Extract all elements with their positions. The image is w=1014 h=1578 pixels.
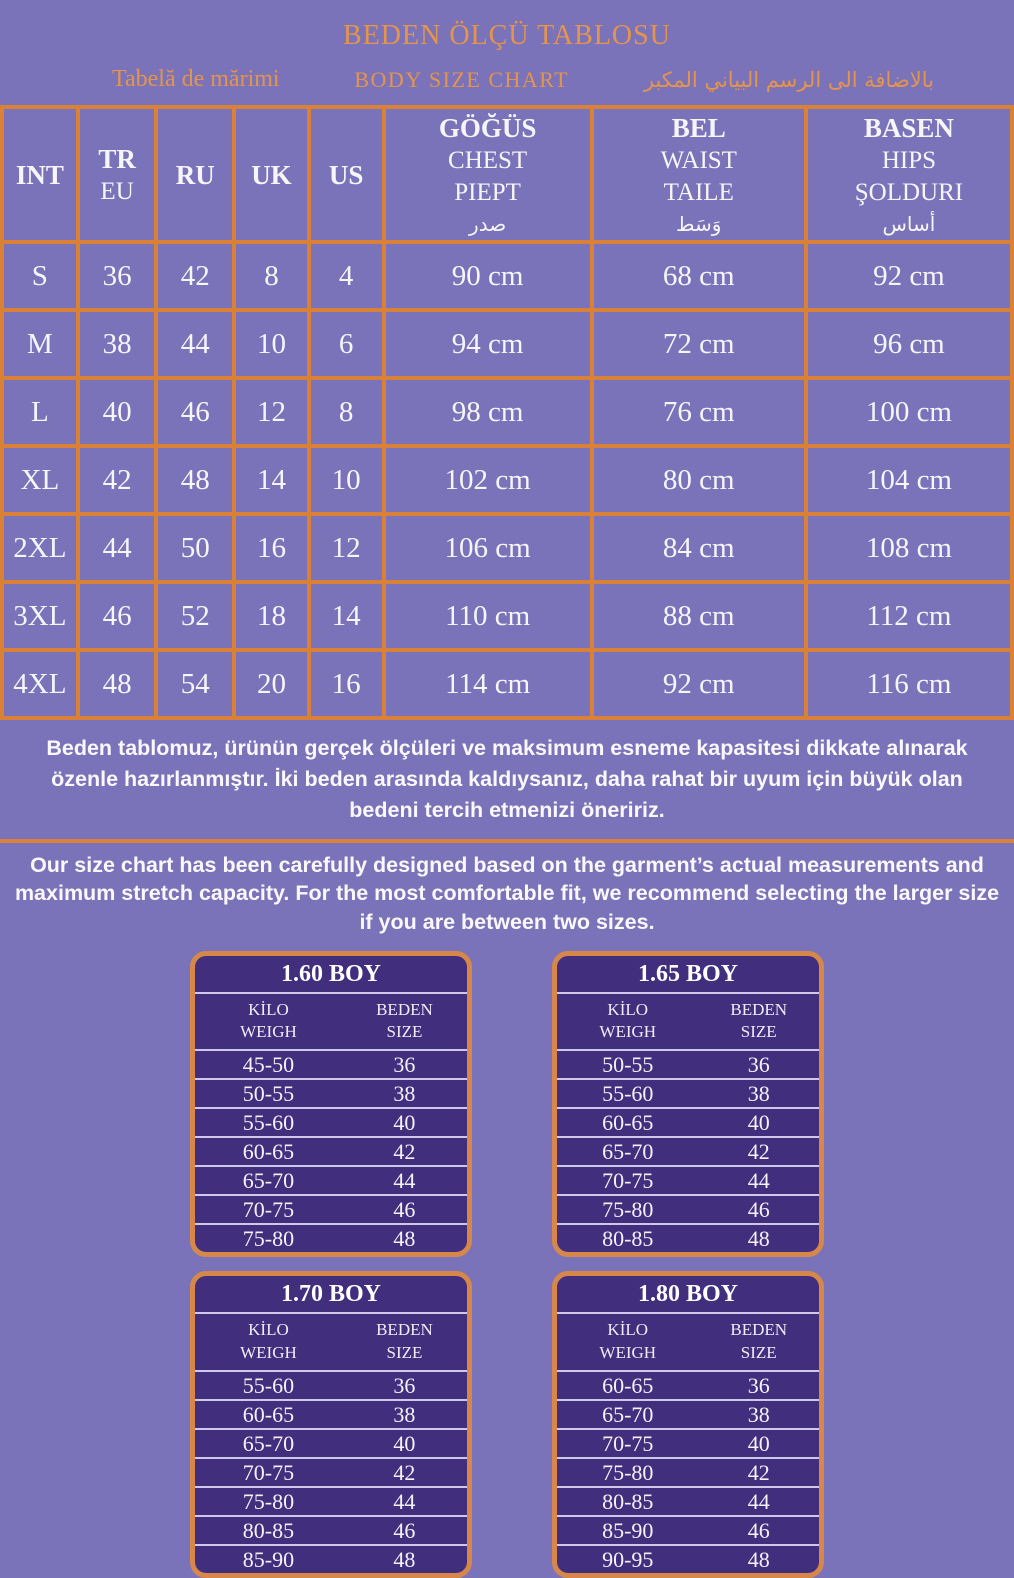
measurement-cell: 104 cm [806, 446, 1012, 514]
beden-size-cell: 38 [747, 1401, 770, 1427]
size-label-cell: L [2, 378, 78, 446]
measurement-cell: 92 cm [592, 650, 806, 718]
measurement-cell: 40 [78, 378, 157, 446]
height-table-header-cell: BEDEN SIZE [730, 1320, 788, 1362]
measurement-cell: 96 cm [806, 310, 1012, 378]
weight-range-cell: 70-75 [242, 1197, 295, 1223]
beden-size-cell: 48 [393, 1546, 416, 1572]
measurement-cell: 100 cm [806, 378, 1012, 446]
column-header-line: GÖĞÜS [438, 112, 537, 143]
weight-range-cell: 75-80 [242, 1488, 295, 1514]
weight-range-cell: 65-70 [242, 1430, 295, 1456]
height-table-row [195, 1486, 467, 1515]
height-table-header-cell: BEDEN SIZE [376, 1000, 433, 1042]
size-label-cell: 2XL [2, 514, 78, 582]
column-header-cell [309, 107, 384, 242]
weight-range-cell: 85-90 [242, 1546, 295, 1572]
page-title: BEDEN ÖLÇÜ TABLOSU [343, 20, 671, 51]
beden-size-cell: 48 [393, 1226, 416, 1252]
beden-size-cell: 38 [393, 1081, 416, 1107]
height-table-header-cell: KİLO WEIGH [599, 1320, 657, 1362]
height-table-row [195, 1049, 467, 1078]
measurement-cell: 50 [156, 514, 234, 582]
measurement-cell: 20 [234, 650, 309, 718]
measurement-cell: 68 cm [592, 242, 806, 310]
weight-range-cell: 55-60 [242, 1372, 295, 1398]
size-row [2, 242, 1012, 310]
column-header-line: UK [251, 159, 292, 190]
weight-range-cell: 85-90 [602, 1517, 654, 1543]
size-label-cell: 3XL [2, 582, 78, 650]
weight-range-cell: 60-65 [242, 1401, 295, 1427]
height-table-row [557, 1107, 819, 1136]
beden-size-cell: 40 [393, 1430, 416, 1456]
height-table-row [195, 1136, 467, 1165]
column-header-line: RU [175, 159, 215, 190]
size-row [2, 310, 1012, 378]
measurement-cell: 12 [234, 378, 309, 446]
header-row [2, 107, 1012, 242]
height-table-row [195, 1165, 467, 1194]
measurement-cell: 76 cm [592, 378, 806, 446]
beden-size-cell: 46 [393, 1517, 416, 1543]
height-table-row [195, 1223, 467, 1252]
height-table-row [195, 1107, 467, 1136]
beden-size-cell: 48 [747, 1546, 770, 1572]
column-header-line: BASEN [863, 112, 954, 143]
height-table-row [557, 1165, 819, 1194]
beden-size-cell: 46 [747, 1197, 770, 1223]
beden-size-cell: 42 [747, 1139, 770, 1165]
weight-range-cell: 50-55 [242, 1081, 295, 1107]
column-header-cell [592, 107, 806, 242]
measurement-cell: 18 [234, 582, 309, 650]
height-table-title: 1.70 BOY [280, 1281, 381, 1308]
height-table-header [557, 1312, 819, 1369]
measurement-cell: 38 [78, 310, 157, 378]
note-turkish: Beden tablomuz, ürünün gerçek ölçüleri ve maksimum esneme kapasitesi dikkate alınarak özenle hazırlanmıştır. İki beden arasında kaldıysanız, daha rahat bir uyum için büyük olan bedeni tercih etmenizi öneririz. [46, 736, 968, 823]
height-table [552, 951, 824, 1257]
measurement-cell: 42 [78, 446, 157, 514]
height-table-row [557, 1544, 819, 1573]
measurement-cell: 108 cm [806, 514, 1012, 582]
weight-range-cell: 70-75 [602, 1430, 654, 1456]
measurement-cell: 92 cm [806, 242, 1012, 310]
measurement-cell: 110 cm [384, 582, 592, 650]
height-table-row [557, 1136, 819, 1165]
height-table-row [557, 1399, 819, 1428]
height-table-row [557, 1049, 819, 1078]
size-label-cell: S [2, 242, 78, 310]
weight-range-cell: 50-55 [602, 1052, 654, 1078]
weight-range-cell: 65-70 [602, 1139, 654, 1165]
weight-range-cell: 75-80 [602, 1459, 654, 1485]
size-label-cell: M [2, 310, 78, 378]
measurement-cell: 46 [156, 378, 234, 446]
beden-size-cell: 40 [393, 1110, 416, 1136]
measurement-cell: 46 [78, 582, 157, 650]
column-header-line: EU [100, 177, 134, 205]
body-size-table-head [2, 107, 1012, 242]
height-table-row [195, 1457, 467, 1486]
measurement-cell: 48 [156, 446, 234, 514]
measurement-cell: 52 [156, 582, 234, 650]
height-table-row [557, 1428, 819, 1457]
height-table-row [557, 1078, 819, 1107]
size-label-cell: XL [2, 446, 78, 514]
beden-size-cell: 40 [747, 1110, 770, 1136]
measurement-cell: 54 [156, 650, 234, 718]
size-row [2, 582, 1012, 650]
column-header-line: INT [15, 159, 64, 190]
measurement-cell: 16 [309, 650, 384, 718]
height-table-row [557, 1370, 819, 1399]
beden-size-cell: 46 [747, 1517, 770, 1543]
subtitle-arabic: بالاضافة الى الرسم البياني المكبر [643, 67, 934, 92]
size-row [2, 446, 1012, 514]
weight-range-cell: 60-65 [602, 1110, 654, 1136]
measurement-cell: 72 cm [592, 310, 806, 378]
weight-range-cell: 90-95 [602, 1546, 654, 1572]
beden-size-cell: 36 [747, 1052, 770, 1078]
measurement-cell: 44 [78, 514, 157, 582]
height-table [552, 1271, 824, 1577]
weight-range-cell: 75-80 [602, 1197, 654, 1223]
beden-size-cell: 38 [747, 1081, 770, 1107]
height-table-row [195, 1370, 467, 1399]
height-weight-tables [0, 951, 1014, 1577]
beden-size-cell: 42 [747, 1459, 770, 1485]
weight-range-cell: 70-75 [602, 1168, 654, 1194]
measurement-cell: 10 [234, 310, 309, 378]
beden-size-cell: 44 [747, 1488, 770, 1514]
height-table-row [557, 1194, 819, 1223]
size-row [2, 378, 1012, 446]
column-header-line: ŞOLDURI [854, 178, 964, 206]
weight-range-cell: 45-50 [242, 1052, 295, 1078]
height-table-header-cell: KİLO WEIGH [240, 1320, 297, 1362]
column-header-line: TAILE [663, 178, 734, 206]
column-header-cell [78, 107, 157, 242]
measurement-cell: 94 cm [384, 310, 592, 378]
measurement-cell: 44 [156, 310, 234, 378]
weight-range-cell: 65-70 [602, 1401, 654, 1427]
weight-range-cell: 70-75 [242, 1459, 295, 1485]
page-header [0, 0, 1014, 93]
height-table-title: 1.80 BOY [637, 1281, 738, 1308]
weight-range-cell: 65-70 [242, 1168, 295, 1194]
beden-size-cell: 46 [393, 1197, 416, 1223]
beden-size-cell: 36 [393, 1372, 416, 1398]
note-english: Our size chart has been carefully designed based on the garment’s actual measurements and maximum stretch capacity. For the most comfortable fit, we recommend selecting the larger size if you are between two sizes. [14, 852, 1000, 934]
beden-size-cell: 42 [393, 1459, 416, 1485]
height-table-header-cell: KİLO WEIGH [599, 1000, 657, 1042]
weight-range-cell: 60-65 [242, 1139, 295, 1165]
measurement-cell: 12 [309, 514, 384, 582]
height-table-title: 1.65 BOY [637, 961, 738, 988]
height-table-header-cell: BEDEN SIZE [730, 1000, 788, 1042]
height-table-header [557, 992, 819, 1049]
weight-range-cell: 80-85 [602, 1226, 654, 1252]
column-header-cell [156, 107, 234, 242]
weight-range-cell: 75-80 [242, 1226, 295, 1252]
height-table-row [195, 1515, 467, 1544]
column-header-cell [806, 107, 1012, 242]
height-table-header [195, 992, 467, 1049]
height-table [190, 1271, 472, 1577]
column-header-line: CHEST [448, 146, 528, 174]
beden-size-cell: 38 [393, 1401, 416, 1427]
subtitle-english: BODY SIZE CHART [354, 66, 570, 92]
measurement-cell: 98 cm [384, 378, 592, 446]
subtitle-romanian: Tabelă de mărimi [112, 66, 280, 92]
measurement-cell: 48 [78, 650, 157, 718]
column-header-line: PIEPT [454, 178, 521, 206]
column-header-cell [2, 107, 78, 242]
measurement-cell: 80 cm [592, 446, 806, 514]
height-table [190, 951, 472, 1257]
beden-size-cell: 44 [747, 1168, 770, 1194]
column-header-cell [384, 107, 592, 242]
measurement-cell: 102 cm [384, 446, 592, 514]
beden-size-cell: 44 [393, 1488, 416, 1514]
weight-range-cell: 55-60 [602, 1081, 654, 1107]
height-table-row [557, 1515, 819, 1544]
measurement-cell: 14 [309, 582, 384, 650]
height-table-row [195, 1399, 467, 1428]
measurement-cell: 4 [309, 242, 384, 310]
measurement-cell: 42 [156, 242, 234, 310]
column-header-line: صدر [469, 211, 507, 236]
body-size-table [0, 105, 1014, 720]
height-table-row [195, 1194, 467, 1223]
size-row [2, 650, 1012, 718]
beden-size-cell: 48 [747, 1226, 770, 1252]
size-label-cell: 4XL [2, 650, 78, 718]
measurement-cell: 84 cm [592, 514, 806, 582]
height-table-title: 1.60 BOY [280, 961, 381, 988]
measurement-cell: 116 cm [806, 650, 1012, 718]
beden-size-cell: 36 [747, 1372, 770, 1398]
measurement-cell: 8 [234, 242, 309, 310]
column-header-line: BEL [671, 112, 726, 143]
column-header-line: وَسَط [676, 211, 722, 236]
measurement-cell: 114 cm [384, 650, 592, 718]
height-table-row [195, 1428, 467, 1457]
height-table-row [557, 1457, 819, 1486]
beden-size-cell: 40 [747, 1430, 770, 1456]
measurement-cell: 6 [309, 310, 384, 378]
measurement-cell: 16 [234, 514, 309, 582]
subtitle-row [0, 52, 1014, 93]
weight-range-cell: 80-85 [242, 1517, 295, 1543]
column-header-line: TR [98, 143, 136, 174]
weight-range-cell: 55-60 [242, 1110, 295, 1136]
column-header-line: أساس [882, 211, 936, 236]
height-table-row [195, 1078, 467, 1107]
height-table-header-cell: KİLO WEIGH [240, 1000, 297, 1042]
column-header-line: HIPS [881, 146, 936, 174]
body-size-table-body [2, 242, 1012, 718]
measurement-cell: 88 cm [592, 582, 806, 650]
height-table-header-cell: BEDEN SIZE [376, 1320, 433, 1362]
size-row [2, 514, 1012, 582]
weight-range-cell: 80-85 [602, 1488, 654, 1514]
column-header-line: WAIST [660, 146, 737, 174]
beden-size-cell: 42 [393, 1139, 416, 1165]
measurement-cell: 106 cm [384, 514, 592, 582]
measurement-cell: 36 [78, 242, 157, 310]
weight-range-cell: 60-65 [602, 1372, 654, 1398]
height-table-row [195, 1544, 467, 1573]
measurement-cell: 14 [234, 446, 309, 514]
beden-size-cell: 44 [393, 1168, 416, 1194]
height-table-row [557, 1486, 819, 1515]
measurement-cell: 112 cm [806, 582, 1012, 650]
height-table-row [557, 1223, 819, 1252]
measurement-cell: 90 cm [384, 242, 592, 310]
beden-size-cell: 36 [393, 1052, 416, 1078]
height-table-header [195, 1312, 467, 1369]
measurement-cell: 8 [309, 378, 384, 446]
measurement-cell: 10 [309, 446, 384, 514]
column-header-line: US [328, 159, 364, 190]
column-header-cell [234, 107, 309, 242]
